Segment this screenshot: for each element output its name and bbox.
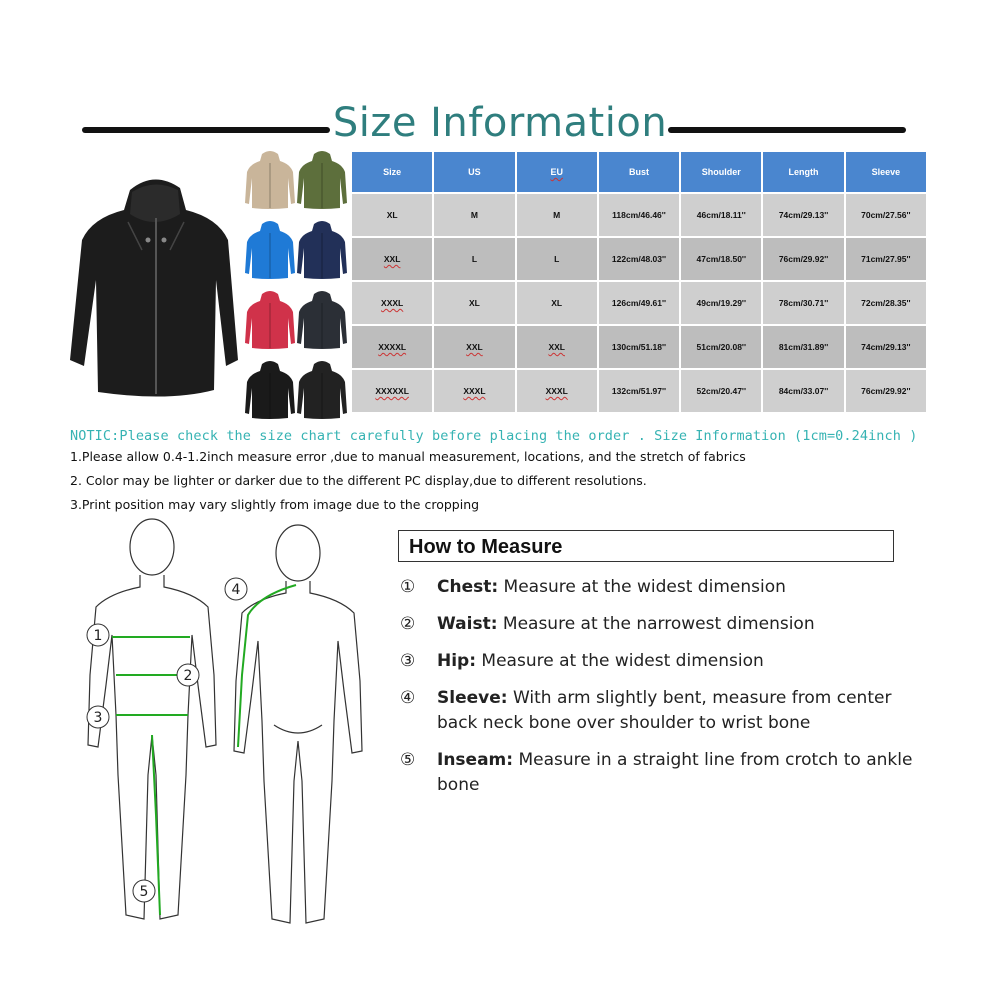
size-table	[350, 150, 928, 414]
marker-5: 5	[139, 884, 149, 900]
table-cell-eu: M	[517, 194, 597, 236]
col-header-size: Size	[352, 152, 432, 192]
table-cell-shoulder: 47cm/18.50''	[681, 238, 761, 280]
table-cell-bust: 132cm/51.97''	[599, 370, 679, 412]
jacket-thumbnail-dark-grey	[296, 288, 348, 350]
title-rule-left	[82, 127, 330, 133]
step-description: Measure at the widest dimension	[476, 651, 764, 671]
jacket-thumbnail-blue	[244, 218, 296, 280]
step-number: ①	[400, 577, 416, 597]
body-measure-figure	[60, 515, 380, 935]
step-label: Hip:	[437, 651, 477, 671]
jacket-thumbnail-army-green	[296, 148, 348, 210]
table-cell-shoulder: 51cm/20.08''	[681, 326, 761, 368]
table-row	[352, 238, 926, 280]
col-header-eu-text: EU	[550, 167, 563, 177]
table-row	[352, 370, 926, 412]
table-header-row	[352, 152, 926, 192]
table-cell-eu	[517, 326, 597, 368]
note-1: 1.Please allow 0.4-1.2inch measure error ,due to manual measurement, locations, and the stretch of fabrics	[70, 449, 746, 464]
table-row	[352, 282, 926, 324]
table-cell-length: 84cm/33.07''	[763, 370, 843, 412]
table-cell-bust: 126cm/49.61''	[599, 282, 679, 324]
page-title: Size Information	[332, 100, 668, 146]
how-to-measure-header	[398, 530, 894, 562]
table-cell-sleeve: 76cm/29.92''	[846, 370, 926, 412]
table-cell-eu: XL	[517, 282, 597, 324]
table-cell-size: XL	[352, 194, 432, 236]
table-cell-length: 76cm/29.92''	[763, 238, 843, 280]
step-number: ③	[400, 651, 416, 671]
table-cell-length: 81cm/31.89''	[763, 326, 843, 368]
step-text	[437, 649, 917, 674]
table-cell-sleeve: 71cm/27.95''	[846, 238, 926, 280]
table-cell-text: XXL	[548, 342, 565, 352]
how-to-measure-title: How to Measure	[409, 536, 563, 558]
step-label: Waist:	[437, 614, 498, 634]
table-cell-size	[352, 370, 432, 412]
table-cell-eu: L	[517, 238, 597, 280]
table-cell-us	[434, 326, 514, 368]
marker-4: 4	[231, 582, 241, 598]
step-number: ④	[400, 688, 416, 708]
table-cell-text: XXXXXL	[375, 386, 409, 396]
col-header-shoulder: Shoulder	[681, 152, 761, 192]
table-cell-text: XXL	[383, 254, 401, 264]
jacket-main-image	[68, 170, 240, 402]
table-row	[352, 194, 926, 236]
table-cell-text: XXXL	[463, 386, 486, 396]
step-label: Chest:	[437, 577, 499, 597]
col-header-length: Length	[763, 152, 843, 192]
marker-2: 2	[183, 668, 193, 684]
table-cell-us: M	[434, 194, 514, 236]
note-3: 3.Print position may vary slightly from image due to the cropping	[70, 497, 480, 512]
table-cell-text: XXL	[466, 342, 483, 352]
table-cell-sleeve: 72cm/28.35''	[846, 282, 926, 324]
step-description: Measure at the widest dimension	[498, 577, 786, 597]
table-cell-shoulder: 46cm/18.11''	[681, 194, 761, 236]
step-label: Inseam:	[437, 750, 514, 770]
table-cell-length: 74cm/29.13''	[763, 194, 843, 236]
table-cell-text: XXXL	[545, 386, 568, 396]
table-cell-shoulder: 49cm/19.29''	[681, 282, 761, 324]
marker-1: 1	[93, 628, 103, 644]
col-header-sleeve: Sleeve	[846, 152, 926, 192]
col-header-bust: Bust	[599, 152, 679, 192]
table-cell-eu	[517, 370, 597, 412]
table-cell-text: XXXL	[381, 298, 404, 308]
table-cell-us: XL	[434, 282, 514, 324]
marker-3: 3	[93, 710, 103, 726]
table-cell-size	[352, 282, 432, 324]
step-text	[437, 612, 917, 637]
table-cell-sleeve: 74cm/29.13''	[846, 326, 926, 368]
title-rule-right	[668, 127, 906, 133]
table-cell-us: L	[434, 238, 514, 280]
table-cell-bust: 130cm/51.18''	[599, 326, 679, 368]
col-header-us: US	[434, 152, 514, 192]
step-text	[437, 748, 917, 798]
step-number: ②	[400, 614, 416, 634]
jacket-thumbnail-red	[244, 288, 296, 350]
table-cell-us	[434, 370, 514, 412]
step-text	[437, 575, 917, 600]
table-cell-bust: 122cm/48.03''	[599, 238, 679, 280]
table-cell-shoulder: 52cm/20.47''	[681, 370, 761, 412]
step-label: Sleeve:	[437, 688, 508, 708]
step-description: Measure in a straight line from crotch to ankle bone	[437, 750, 913, 795]
note-2: 2. Color may be lighter or darker due to the different PC display,due to different resolutions.	[70, 473, 647, 488]
table-cell-sleeve: 70cm/27.56''	[846, 194, 926, 236]
jacket-thumbnail-black	[244, 358, 296, 420]
table-cell-bust: 118cm/46.46''	[599, 194, 679, 236]
table-cell-length: 78cm/30.71''	[763, 282, 843, 324]
notice-text: NOTIC:Please check the size chart carefully before placing the order . Size Information (1cm=0.24inch )	[70, 428, 918, 444]
table-row	[352, 326, 926, 368]
jacket-thumbnail-black-2	[296, 358, 348, 420]
step-text	[437, 686, 917, 736]
step-number: ⑤	[400, 750, 416, 770]
table-cell-size	[352, 238, 432, 280]
col-header-eu	[517, 152, 597, 192]
table-cell-size	[352, 326, 432, 368]
step-description: Measure at the narrowest dimension	[497, 614, 815, 634]
step-description: With arm slightly bent, measure from center back neck bone over shoulder to wrist bone	[437, 688, 892, 733]
jacket-thumbnail-navy	[296, 218, 348, 280]
table-cell-text: XXXXL	[378, 342, 407, 352]
jacket-thumbnail-khaki	[244, 148, 296, 210]
